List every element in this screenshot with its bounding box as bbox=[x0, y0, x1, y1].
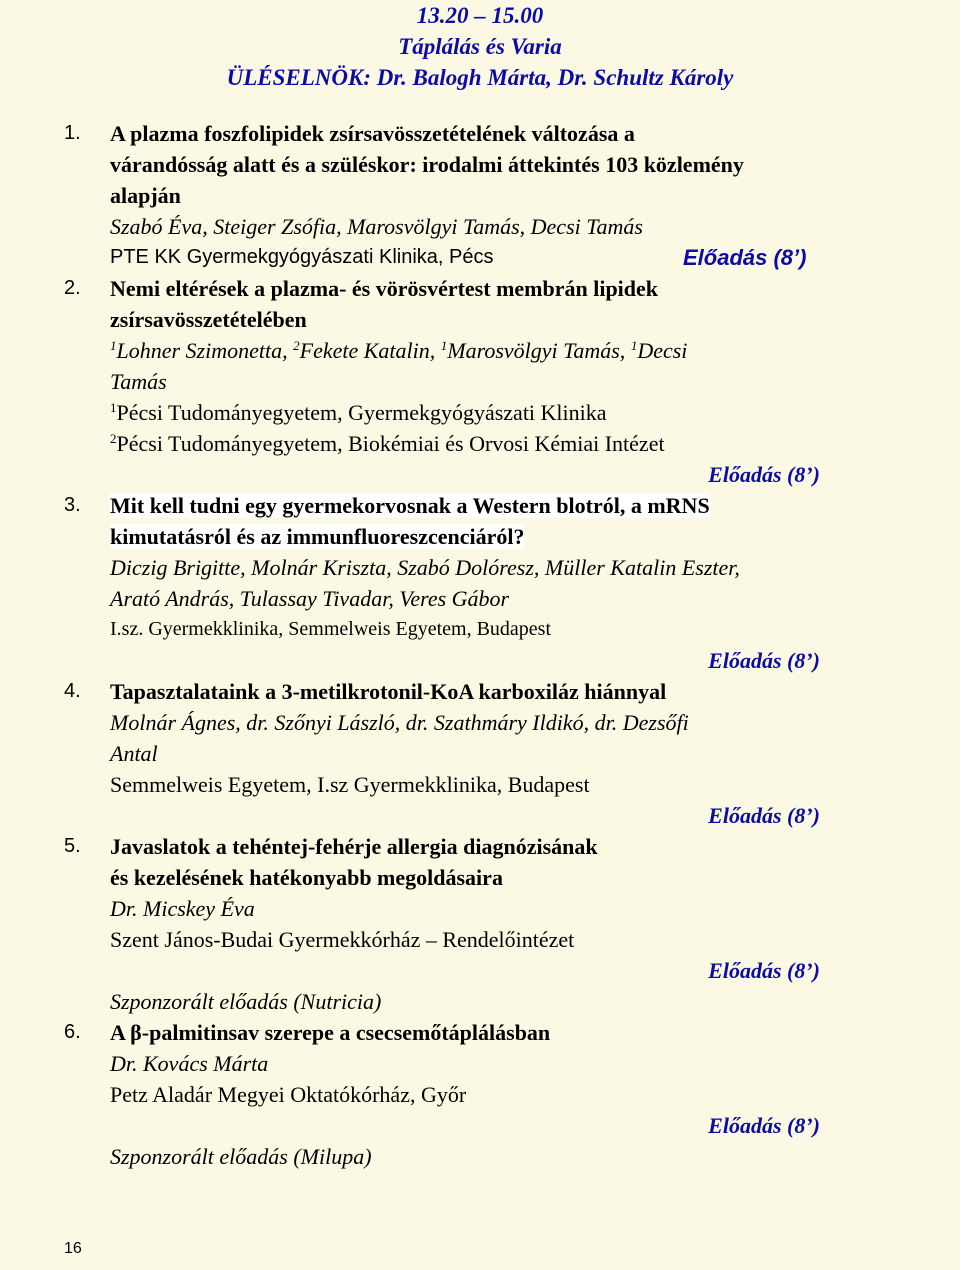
talk-label: Előadás (8’) bbox=[708, 803, 820, 828]
session-time: 13.20 – 15.00 bbox=[416, 3, 544, 28]
affiliation-sup: 1 bbox=[110, 338, 117, 353]
item-title-line: A plazma foszfolipidek zsírsavösszetételének változása a bbox=[110, 121, 635, 146]
program-item-6 bbox=[64, 1017, 900, 1172]
talk-label: Előadás (8’) bbox=[708, 1113, 820, 1138]
author-name: Decsi bbox=[637, 338, 688, 363]
author-name: Fekete Katalin, bbox=[299, 338, 441, 363]
item-title-line bbox=[110, 521, 900, 552]
institution-text: Pécsi Tudományegyetem, Biokémiai és Orvosi Kémiai Intézet bbox=[116, 431, 665, 456]
program-item-2 bbox=[64, 273, 900, 490]
affiliation-sup: 1 bbox=[630, 338, 638, 353]
item-title-line: Tapasztalataink a 3-metilkrotonil-KoA karboxiláz hiánnyal bbox=[110, 679, 667, 704]
item-title-line: A β-palmitinsav szerepe a csecsemőtáplálásban bbox=[110, 1020, 551, 1045]
talk-label: Előadás (8’) bbox=[683, 245, 807, 270]
institution-text: Pécsi Tudományegyetem, Gyermekgyógyászati Klinika bbox=[116, 400, 607, 425]
title-text: Mit kell tudni egy gyermekorvosnak a Western blotról, a mRNS bbox=[110, 493, 710, 518]
item-authors: Diczig Brigitte, Molnár Kriszta, Szabó Dolóresz, Müller Katalin Eszter, bbox=[110, 555, 740, 580]
item-authors: Antal bbox=[110, 741, 158, 766]
item-authors: Szabó Éva, Steiger Zsófia, Marosvölgyi Tamás, Decsi Tamás bbox=[110, 214, 643, 239]
item-authors: Dr. Micskey Éva bbox=[110, 896, 255, 921]
item-title-line: várandósság alatt és a szüléskor: irodalmi áttekintés 103 közlemény bbox=[110, 152, 744, 177]
sponsor-note: Szponzorált előadás (Nutricia) bbox=[110, 989, 382, 1014]
page-number: 16 bbox=[64, 1240, 82, 1257]
program-item-3 bbox=[64, 490, 900, 676]
item-institution bbox=[110, 397, 900, 428]
item-title-line: alapján bbox=[110, 183, 181, 208]
item-title-line: Nemi eltérések a plazma- és vörösvértest membrán lipidek bbox=[110, 276, 659, 301]
item-institution bbox=[110, 428, 900, 459]
item-institution-row bbox=[110, 242, 900, 273]
title-text: kimutatásról és az immunfluoreszcenciáról? bbox=[110, 524, 525, 549]
item-institution: Semmelweis Egyetem, I.sz Gyermekklinika, Budapest bbox=[110, 772, 590, 797]
item-institution: I.sz. Gyermekklinika, Semmelweis Egyetem, Budapest bbox=[110, 618, 552, 640]
item-authors: Dr. Kovács Márta bbox=[110, 1051, 269, 1076]
item-institution: Szent János-Budai Gyermekkórház – Rendelőintézet bbox=[110, 927, 575, 952]
affiliation-sup: 1 bbox=[110, 400, 117, 415]
item-title-line bbox=[110, 490, 900, 521]
item-title-line: zsírsavösszetételében bbox=[110, 307, 307, 332]
item-number: 3. bbox=[64, 494, 81, 516]
sponsor-note: Szponzorált előadás (Milupa) bbox=[110, 1144, 372, 1169]
item-authors: Arató András, Tulassay Tivadar, Veres Gábor bbox=[110, 586, 510, 611]
program-item-5 bbox=[64, 831, 900, 1017]
author-name: Marosvölgyi Tamás, bbox=[447, 338, 631, 363]
session-topic: Táplálás és Varia bbox=[398, 34, 562, 59]
talk-label: Előadás (8’) bbox=[708, 648, 820, 673]
item-title-line: és kezelésének hatékonyabb megoldásaira bbox=[110, 865, 503, 890]
item-number: 1. bbox=[64, 122, 81, 144]
item-number: 2. bbox=[64, 277, 81, 299]
item-number: 5. bbox=[64, 835, 81, 857]
session-header bbox=[0, 0, 960, 93]
program-item-4 bbox=[64, 676, 900, 831]
item-number: 4. bbox=[64, 680, 81, 702]
talk-label: Előadás (8’) bbox=[708, 462, 820, 487]
item-institution: PTE KK Gyermekgyógyászati Klinika, Pécs bbox=[110, 246, 494, 268]
program-item-1 bbox=[64, 118, 900, 273]
item-number: 6. bbox=[64, 1021, 81, 1043]
affiliation-sup: 1 bbox=[440, 338, 448, 353]
session-chairs: ÜLÉSELNÖK: Dr. Balogh Márta, Dr. Schultz Károly bbox=[226, 65, 734, 90]
item-authors-cont: Tamás bbox=[110, 369, 167, 394]
talk-label: Előadás (8’) bbox=[708, 958, 820, 983]
item-title-line: Javaslatok a tehéntej-fehérje allergia diagnózisának bbox=[110, 834, 598, 859]
affiliation-sup: 2 bbox=[110, 431, 117, 446]
item-authors: Molnár Ágnes, dr. Szőnyi László, dr. Szathmáry Ildikó, dr. Dezsőfi bbox=[110, 710, 689, 735]
affiliation-sup: 2 bbox=[293, 338, 300, 353]
item-institution: Petz Aladár Megyei Oktatókórház, Győr bbox=[110, 1082, 467, 1107]
item-authors bbox=[110, 335, 900, 366]
author-name: Lohner Szimonetta, bbox=[116, 338, 294, 363]
program-list bbox=[0, 118, 960, 1172]
